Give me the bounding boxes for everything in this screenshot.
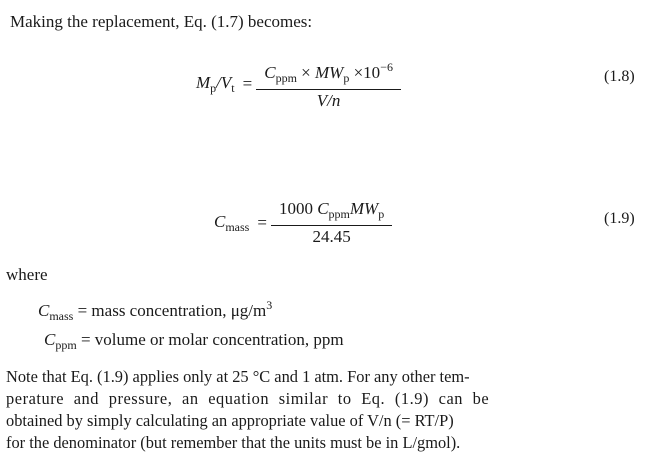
equation-1-8 xyxy=(196,56,401,112)
eq19-numerator: 1000 $C_{ppm}MW_p$ xyxy=(278,199,385,221)
eq18-equals: = xyxy=(242,74,253,93)
definition-c-mass: $C_{mass}$ = mass concentration, $\mu g/m^3$ xyxy=(38,298,273,323)
note-line: Note that Eq. (1.9) applies only at 25 °C and 1 atm. For any other tem- xyxy=(6,367,470,386)
eq18-numerator: $C_{ppm} \times MW_p \times 10^{-6}$ xyxy=(264,60,393,85)
definition-c-ppm: $C_{ppm}$ = volume or molar concentration, ppm xyxy=(44,330,344,352)
eq19-equals: = xyxy=(257,213,267,232)
eq19-label: (1.9) xyxy=(604,210,635,227)
where-label: where xyxy=(6,265,48,284)
eq18-denominator: V/n xyxy=(316,91,341,110)
eq18-lhs: $M_p/V_t$ xyxy=(196,72,235,95)
note-line: obtained by simply calculating an appropriate value of V/n (= RT/P) xyxy=(6,411,454,430)
eq19-lhs: $C_{mass}$ xyxy=(214,211,250,234)
note-paragraph xyxy=(6,366,646,454)
eq18-fraction xyxy=(256,56,401,112)
note-line: perature and pressure, an equation similar to Eq. (1.9) can be xyxy=(6,389,490,408)
intro-text: Making the replacement, Eq. (1.7) becomes: xyxy=(10,12,313,31)
note-line: for the denominator (but remember that the units must be in L/gmol). xyxy=(6,433,461,452)
eq18-label: (1.8) xyxy=(604,68,635,85)
eq19-denominator: 24.45 xyxy=(312,227,351,246)
eq19-fraction xyxy=(271,198,392,248)
equation-1-9 xyxy=(214,198,392,248)
